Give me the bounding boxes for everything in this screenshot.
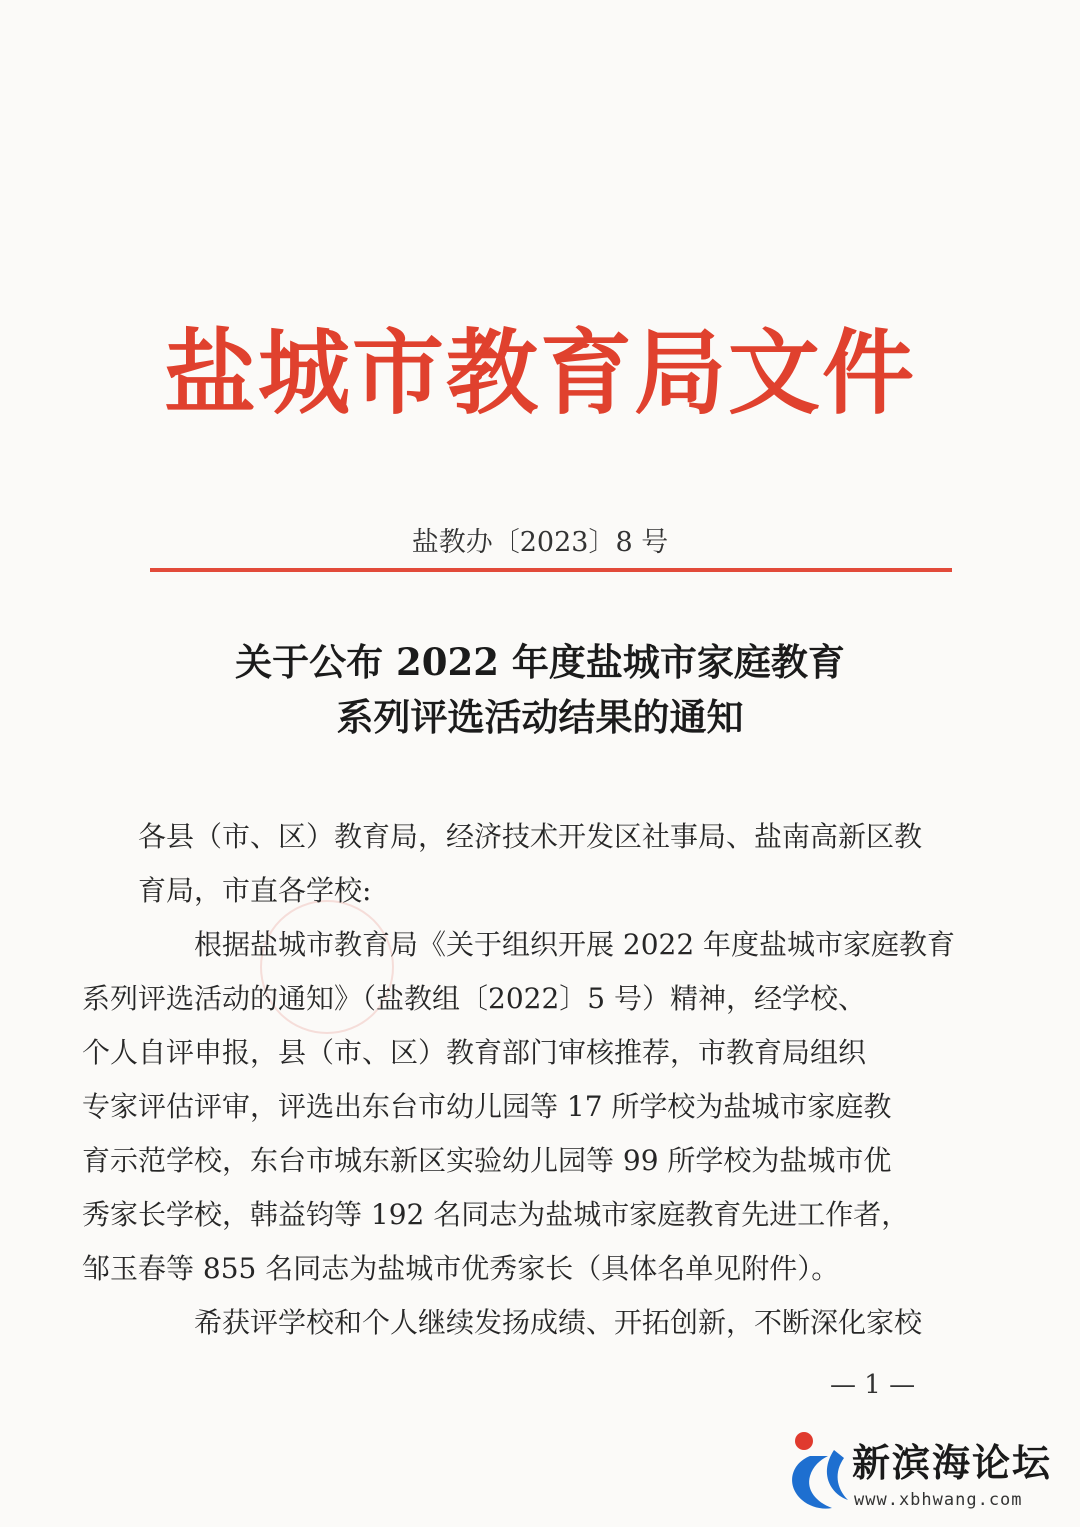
paragraph-line: 个人自评申报，县（市、区）教育部门审核推荐，市教育局组织 <box>82 1036 867 1069</box>
paragraph-line: 系列评选活动的通知》（盐教组〔2022〕5 号）精神，经学校、 <box>82 982 866 1015</box>
red-divider-line <box>150 568 952 572</box>
issuer-header-title: 盐城市教育局文件 <box>163 320 916 427</box>
paragraph-line: 专家评估评审，评选出东台市幼儿园等 17 所学校为盐城市家庭教 <box>82 1090 892 1123</box>
page-number: — 1 — <box>830 1370 916 1400</box>
paragraph-1 <box>82 918 956 1296</box>
notice-title-line-1: 关于公布 2022 年度盐城市家庭教育 <box>235 640 845 684</box>
paragraph-line: 秀家长学校，韩益钧等 192 名同志为盐城市家庭教育先进工作者， <box>82 1198 910 1231</box>
site-watermark <box>780 1428 1070 1520</box>
site-logo-icon <box>780 1428 850 1520</box>
paragraph-line: 育示范学校，东台市城东新区实验幼儿园等 99 所学校为盐城市优 <box>82 1144 892 1177</box>
paragraph-line: 希获评学校和个人继续发扬成绩、开拓创新，不断深化家校 <box>194 1306 923 1339</box>
salutation-line: 育局，市直各学校: <box>138 874 372 907</box>
notice-body <box>82 810 956 1350</box>
document-number: 盐教办〔2023〕8 号 <box>411 527 669 558</box>
salutation-line: 各县（市、区）教育局，经济技术开发区社事局、盐南高新区教 <box>138 820 923 853</box>
paragraph-2 <box>138 1296 938 1350</box>
site-url: www.xbhwang.com <box>854 1490 1023 1510</box>
salutation <box>138 810 938 918</box>
site-name: 新滨海论坛 <box>852 1441 1053 1485</box>
paragraph-line: 根据盐城市教育局《关于组织开展 2022 年度盐城市家庭教育 <box>194 928 956 961</box>
notice-title <box>0 635 1080 745</box>
paragraph-line: 邹玉春等 855 名同志为盐城市优秀家长（具体名单见附件）。 <box>82 1252 840 1285</box>
notice-title-line-2: 系列评选活动结果的通知 <box>336 695 744 739</box>
